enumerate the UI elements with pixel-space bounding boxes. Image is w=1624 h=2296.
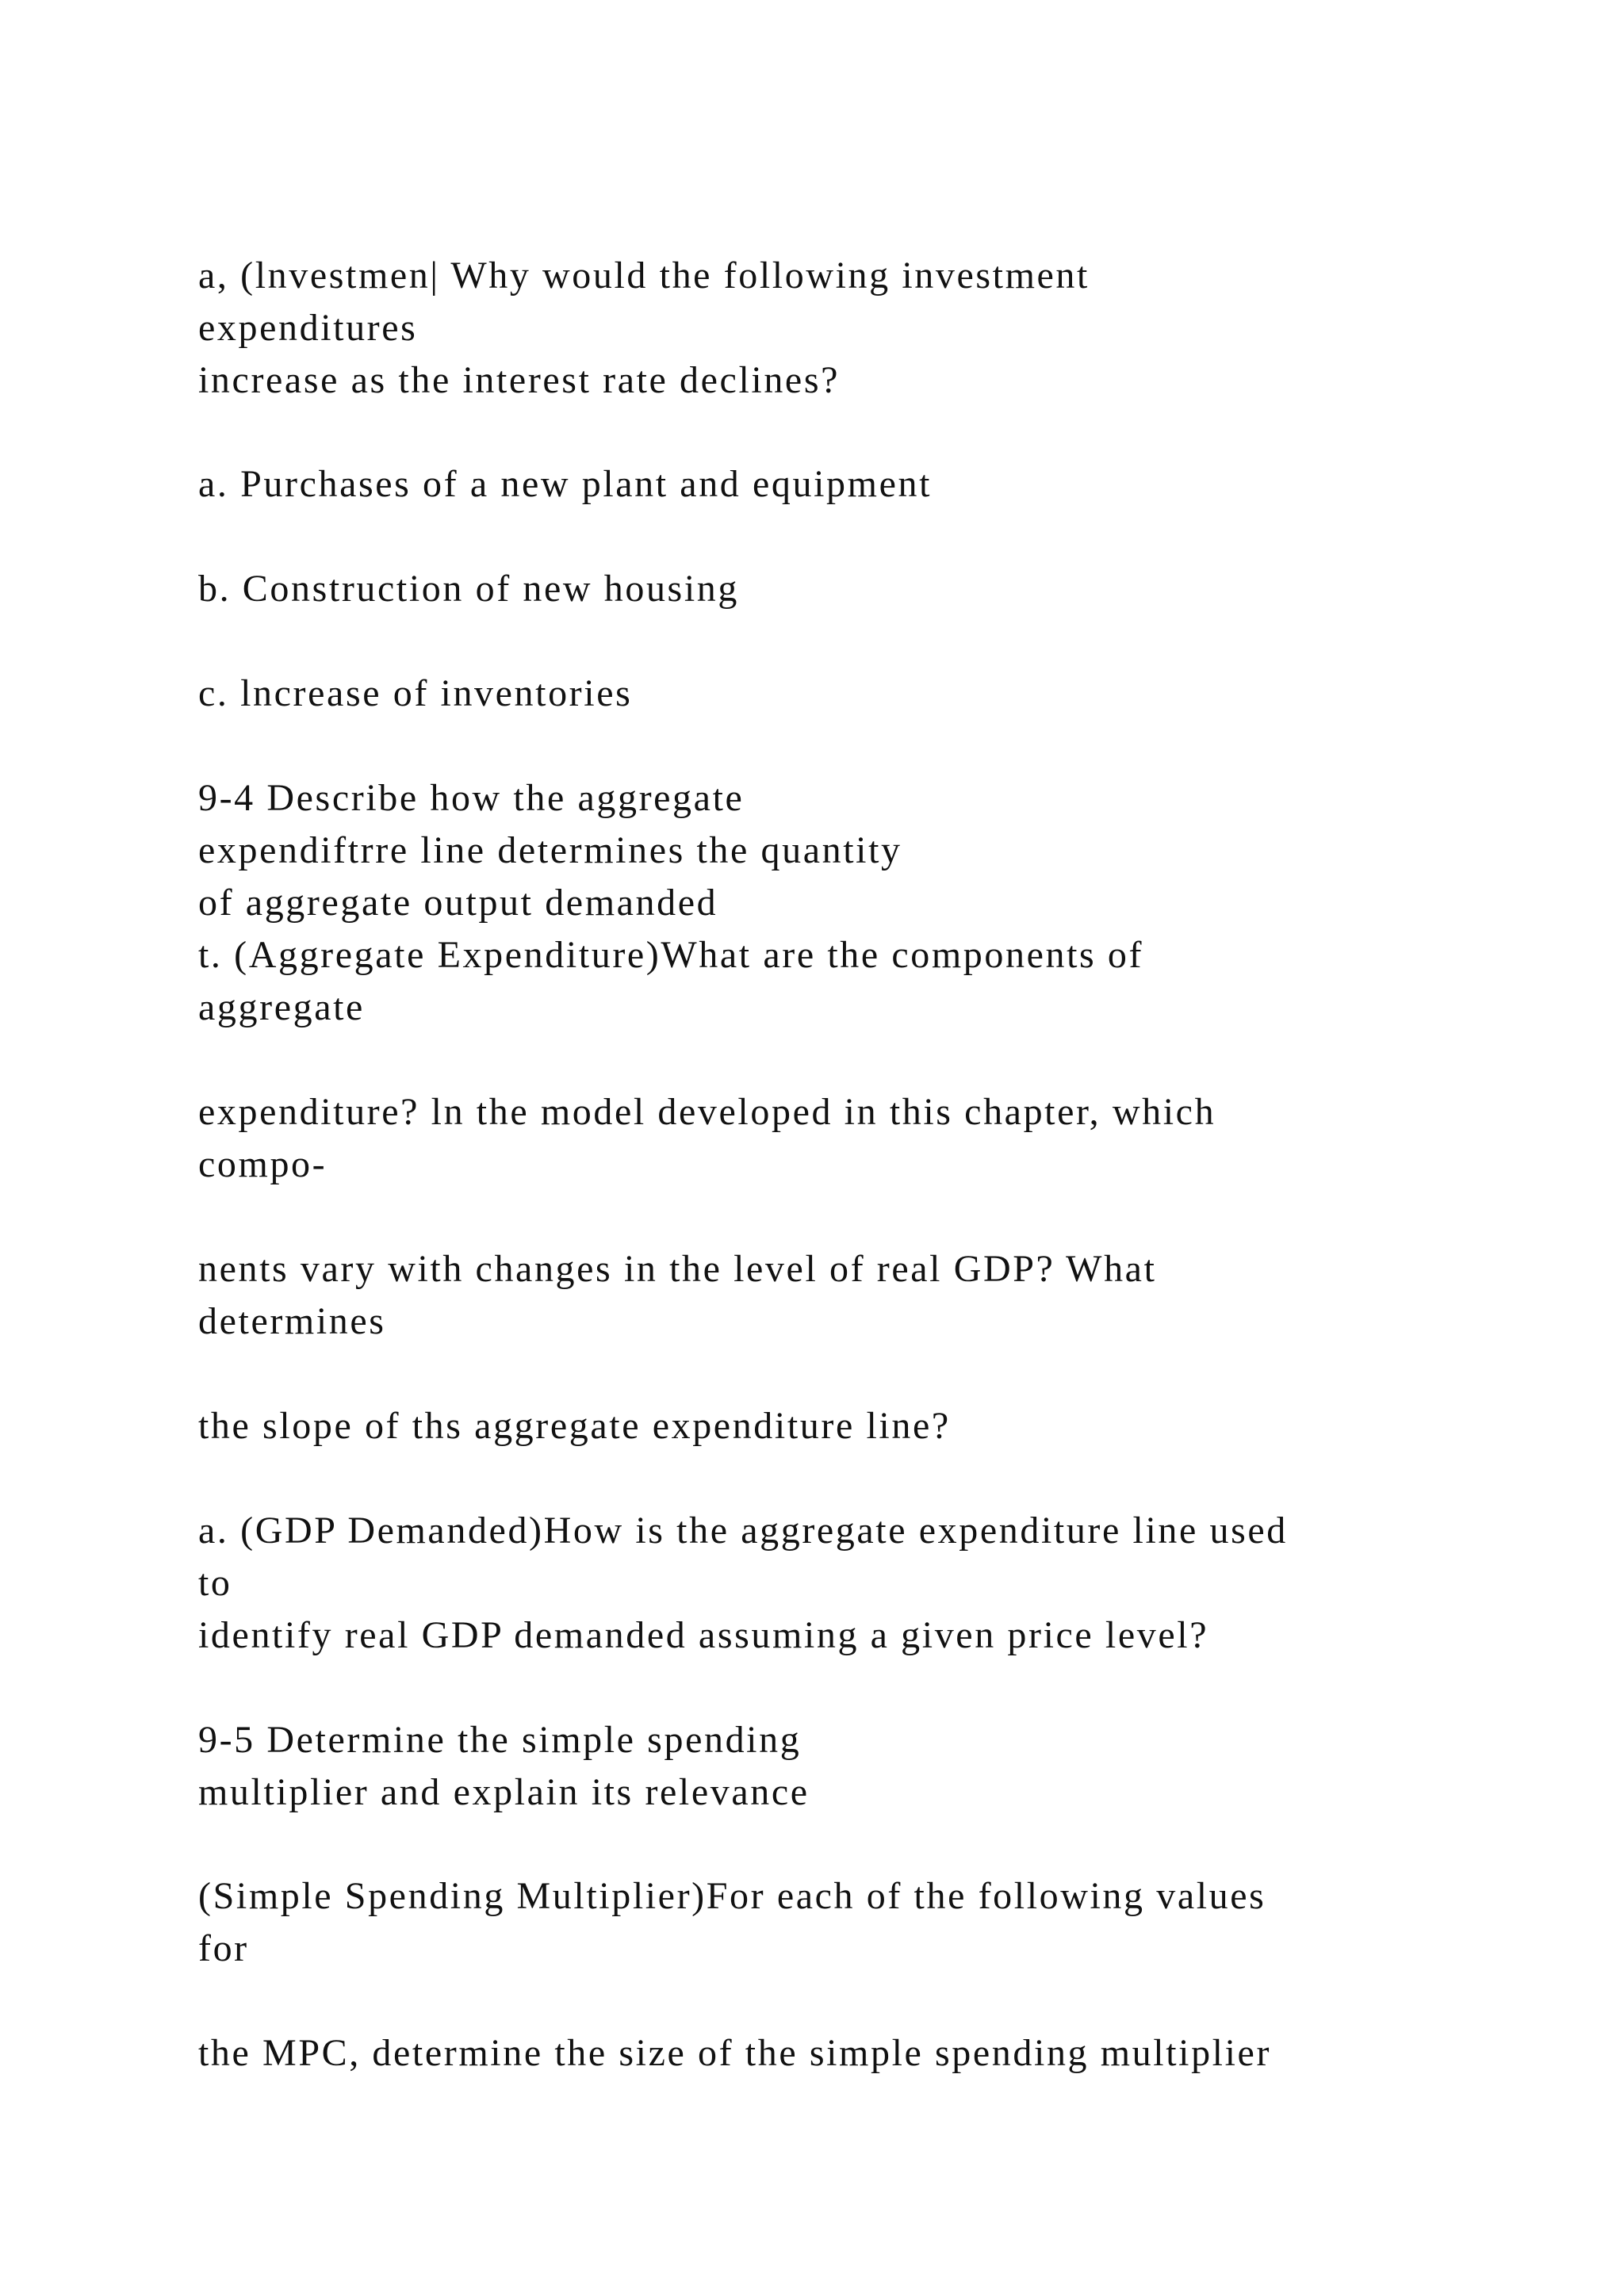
text-line: multiplier and explain its relevance xyxy=(198,1771,810,1813)
text-line: expenditure? ln the model developed in this chapter, which xyxy=(198,1091,1216,1133)
text-line: c. lncrease of inventories xyxy=(198,672,633,714)
text-line: identify real GDP demanded assuming a given price level? xyxy=(198,1614,1209,1656)
text-line: nents vary with changes in the level of real GDP? What xyxy=(198,1248,1157,1290)
text-line: t. (Aggregate Expenditure)What are the components of xyxy=(198,934,1144,976)
text-line: (Simple Spending Multiplier)For each of the following values xyxy=(198,1875,1266,1917)
text-line: determines xyxy=(198,1300,386,1342)
text-line: b. Construction of new housing xyxy=(198,568,739,610)
text-line: a, (lnvestmen| Why would the following investment xyxy=(198,254,1090,297)
text-line: the slope of ths aggregate expenditure line? xyxy=(198,1405,951,1447)
text-line: increase as the interest rate declines? xyxy=(198,359,841,401)
text-line: a. (GDP Demanded)How is the aggregate expenditure line used xyxy=(198,1510,1288,1552)
text-line: a. Purchases of a new plant and equipment xyxy=(198,463,933,505)
text-line: expendiftrre line determines the quantity xyxy=(198,829,902,871)
text-line: compo- xyxy=(198,1143,327,1185)
text-line: 9-4 Describe how the aggregate xyxy=(198,777,745,819)
text-line: for xyxy=(198,1927,249,1969)
text-line: aggregate xyxy=(198,986,365,1028)
text-line: the MPC, determine the size of the simple spending multiplier xyxy=(198,2032,1272,2074)
text-line: 9-5 Determine the simple spending xyxy=(198,1719,802,1761)
text-line: expenditures xyxy=(198,307,418,349)
text-line: to xyxy=(198,1562,232,1604)
text-line: of aggregate output demanded xyxy=(198,882,718,924)
